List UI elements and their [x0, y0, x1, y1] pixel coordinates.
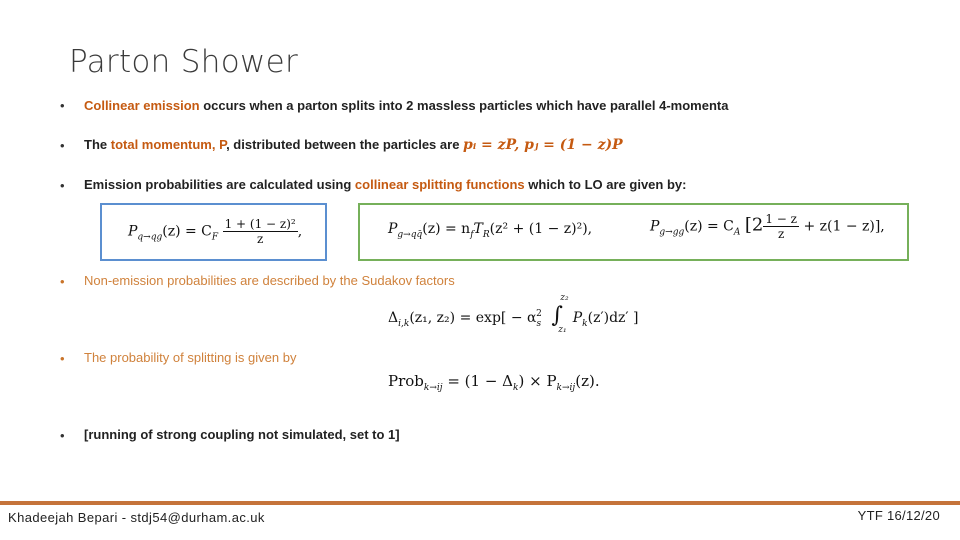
- eq-integral: [546, 293, 569, 335]
- equation-sudakov: [388, 293, 639, 335]
- bullet-text: , distributed between the particles are: [226, 137, 464, 152]
- bullet-text: The: [84, 137, 111, 152]
- eq-text: (z).: [575, 372, 600, 390]
- eq-subscript: g→gg: [659, 227, 685, 238]
- equation-box-quark-splitting: [100, 203, 327, 261]
- eq-symbol: P: [388, 221, 398, 237]
- eq-fraction: [763, 212, 799, 241]
- eq-integral-sign: ∫: [551, 303, 563, 328]
- eq-subscript: R: [482, 229, 490, 240]
- eq-text: (z) = C: [162, 223, 212, 240]
- footer-author: Khadeejah Bepari - stdj54@durham.ac.uk: [8, 510, 265, 525]
- bullet-marker: •: [60, 138, 65, 153]
- eq-text: ) × P: [518, 372, 557, 390]
- equation-pggg: [650, 212, 885, 241]
- eq-symbol: Δ: [388, 310, 399, 326]
- slide-title: Parton Shower: [69, 44, 299, 80]
- bullet-text: occurs when a parton splits into 2 massless particles which have parallel 4-momenta: [199, 98, 729, 113]
- eq-subscript: i,k: [398, 318, 410, 329]
- eq-symbol: P: [650, 218, 660, 235]
- footer-divider: [0, 501, 960, 505]
- bullet-marker: •: [60, 428, 65, 443]
- eq-symbol: T: [473, 221, 483, 237]
- bullet-running-coupling: [running of strong coupling not simulated, set to 1]: [84, 427, 400, 442]
- highlight-collinear-emission: Collinear emission: [84, 98, 200, 113]
- equation-box-gluon-splitting: [358, 203, 909, 261]
- eq-integral-lower: z₁: [558, 325, 567, 335]
- highlight-splitting-functions: collinear splitting functions: [354, 177, 525, 192]
- bullet-splitting-functions: [84, 177, 686, 192]
- eq-symbol: P: [572, 310, 583, 326]
- eq-symbol: P: [128, 223, 138, 240]
- eq-text: (z₁, z₂) = exp[ − α: [409, 310, 537, 326]
- bullet-sudakov: Non-emission probabilities are described by the Sudakov factors: [84, 273, 455, 288]
- eq-denominator: z: [257, 232, 264, 246]
- eq-text: (z) = n: [422, 221, 471, 237]
- eq-superscript: 2: [536, 309, 542, 320]
- eq-subscript: A: [733, 227, 741, 238]
- eq-text: ,: [297, 223, 303, 240]
- momentum-formula: pᵢ = zP, pⱼ = (1 − z)P: [463, 137, 623, 153]
- equation-pqqg: [128, 217, 302, 246]
- eq-integral-upper: z₂: [560, 293, 569, 303]
- bullet-splitting-probability: The probability of splitting is given by: [84, 350, 297, 365]
- bullet-marker: •: [60, 98, 65, 113]
- equation-probability: [388, 372, 600, 393]
- eq-subscript: k: [513, 383, 519, 393]
- highlight-total-momentum: total momentum, P: [110, 137, 227, 152]
- eq-text: [2: [744, 214, 764, 236]
- eq-text: (z² + (1 − z)²),: [489, 221, 593, 237]
- bullet-text: which to LO are given by:: [524, 177, 687, 192]
- eq-subscript: F: [211, 232, 219, 243]
- bullet-marker: •: [60, 178, 65, 193]
- bullet-total-momentum: [84, 137, 623, 153]
- eq-numerator: 1 − z: [765, 212, 797, 226]
- eq-text: + z(1 − z)],: [803, 218, 885, 235]
- bullet-marker: •: [60, 351, 65, 366]
- footer-date: YTF 16/12/20: [857, 508, 940, 523]
- eq-text: = (1 − Δ: [442, 372, 514, 390]
- equation-pgqq: [388, 221, 592, 240]
- eq-subscript: f: [470, 229, 474, 240]
- eq-subscript: s: [536, 318, 542, 329]
- eq-subscript: k: [582, 318, 588, 329]
- eq-subscript: q→qg: [137, 232, 163, 243]
- eq-text: (z) = C: [684, 218, 734, 235]
- eq-denominator: z: [778, 227, 785, 241]
- bullet-collinear-emission: [84, 98, 728, 113]
- eq-subscript: k→ij: [556, 383, 576, 393]
- bullet-text: Emission probabilities are calculated using: [84, 177, 355, 192]
- eq-subscript: k→ij: [423, 383, 443, 393]
- bullet-marker: •: [60, 274, 65, 289]
- eq-text: Prob: [388, 372, 424, 390]
- eq-text: (z′)dz′ ]: [587, 310, 639, 326]
- eq-fraction: [223, 217, 298, 246]
- eq-numerator: 1 + (1 − z)²: [224, 217, 296, 231]
- eq-subscript: g→qq̄: [397, 229, 423, 240]
